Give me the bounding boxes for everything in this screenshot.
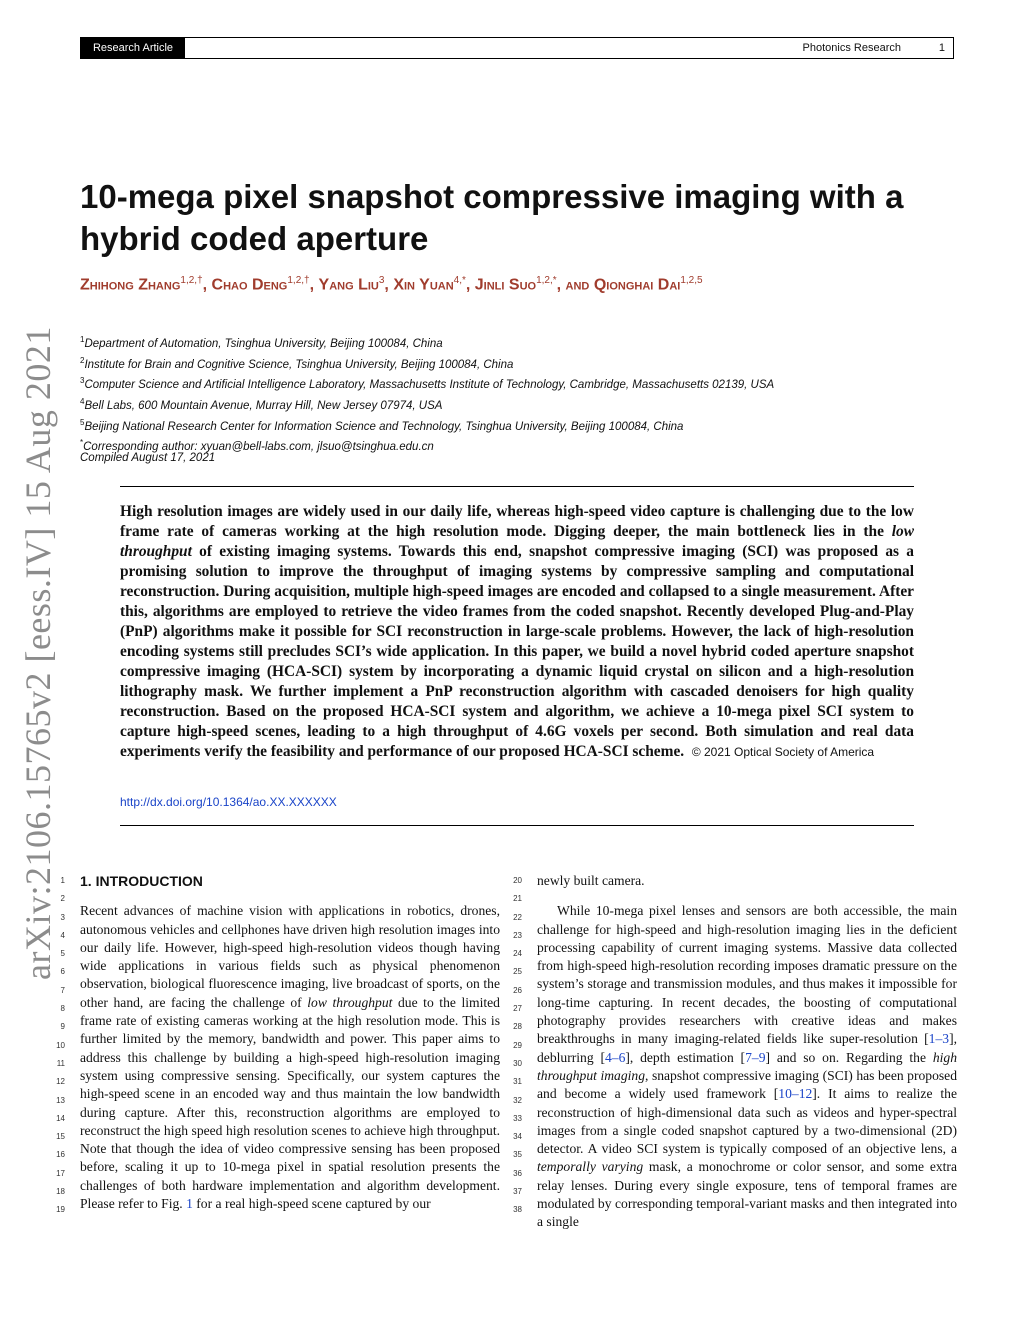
author-separator: , and	[556, 276, 594, 294]
line-number: 8	[60, 1004, 65, 1014]
intro-text: due to the limited frame rate of existing cameras working at the high resolution mode. This is further limited by the memory, bandwidth and power. This paper aims to address this challenge by building a high-speed high-resolution imaging system using compressive sensing. Specifically, our system captures the high-speed scene in an encoded way and thus maintain the low bandwidth during capture. After this, reconstruction algorithms are employed to reconstruct the high speed high resolution scenes to achieve high throughput. Note that though the idea of video compressive sensing has been proposed before, scaling it up to 10-mega pixel in spatial resolution presents the challenges of both hardware implementation and algorithm development. Please refer to Fig.	[80, 994, 500, 1212]
intro-text: mask, a monochrome or color sensor, and some extra relay lenses. During every single exposure, tens of temporal frames are modulated by corresponding temporal-variant masks and then integrated into a single	[537, 1159, 957, 1230]
line-number: 27	[513, 1004, 522, 1014]
line-number: 30	[513, 1058, 522, 1068]
author-affiliation-marks: 1,2,*	[536, 275, 557, 286]
author-name: Qionghai Dai	[593, 276, 681, 294]
author-name: Yang Liu	[318, 276, 379, 294]
author-affiliation-marks: 1,2,†	[180, 275, 203, 286]
citation-link[interactable]: 1–3	[928, 1031, 950, 1047]
intro-paragraph-1	[80, 902, 500, 1213]
affiliation-text: Beijing National Research Center for Information Science and Technology, Tsinghua University, Beijing 100084, China	[84, 420, 684, 433]
intro-text: ]. It aims to realize the reconstruction of high-dimensional data such as videos and hyper-spectral images from a single coded snapshot captured by a two-dimensional (2D) detector. A video SCI system is typically composed of an objective lens, a	[537, 1086, 957, 1157]
abstract-top-rule	[120, 486, 914, 487]
line-number: 33	[513, 1113, 522, 1123]
citation-link[interactable]: 7–9	[745, 1049, 766, 1065]
citation-link[interactable]: 10–12	[778, 1086, 813, 1102]
citation-link[interactable]: 4–6	[604, 1049, 626, 1065]
intro-text: , snapshot compressive imaging (SCI) has been proposed and become a widely used framework [	[537, 1067, 958, 1102]
line-number: 3	[60, 912, 65, 922]
line-number: 22	[513, 912, 522, 922]
line-number: 20	[513, 876, 522, 885]
line-number: 14	[56, 1113, 65, 1123]
section-heading: 1. INTRODUCTION	[80, 873, 203, 889]
line-number: 15	[56, 1132, 65, 1142]
line-number: 36	[513, 1168, 522, 1178]
abstract	[120, 502, 914, 762]
author-separator: ,	[465, 276, 475, 294]
line-number: 34	[513, 1132, 522, 1142]
figure-reference[interactable]: 1	[186, 1196, 193, 1212]
doi-link[interactable]: http://dx.doi.org/10.1364/ao.XX.XXXXXX	[120, 795, 337, 809]
author-affiliation-marks: 4,*	[453, 275, 466, 286]
affiliation-mark: 3	[80, 376, 85, 386]
compiled-date: Compiled August 17, 2021	[80, 452, 216, 464]
line-numbers-right	[504, 872, 522, 1220]
line-number: 19	[56, 1205, 65, 1215]
journal-name: Photonics Research	[802, 42, 901, 54]
intro-emphasis: high throughput imaging	[537, 1049, 957, 1083]
intro-text: Recent advances of machine vision with applications in robotics, drones, autonomous vehicles and cellphones have driven high resolution images into our daily life. However, high-speed high-resolution videos though having wide applications in various fields such as physical phenomenon observation, biological fluorescence imaging, live broadcast of sports, on the other hand, are facing the challenge of	[80, 903, 500, 1010]
affiliation-mark: 4	[80, 396, 85, 406]
author-affiliation-marks: 3	[378, 275, 385, 286]
line-number: 5	[60, 949, 65, 959]
line-number: 6	[60, 967, 65, 977]
article-type-tag: Research Article	[81, 38, 185, 58]
intro-paragraph-1-tail	[537, 872, 957, 890]
arxiv-identifier: arXiv:2106.15765v2 [eess.IV] 15 Aug 2021	[18, 326, 58, 980]
author-name: Jinli Suo	[474, 276, 537, 294]
line-number: 2	[60, 894, 65, 904]
line-number: 16	[56, 1150, 65, 1160]
line-numbers-left	[47, 872, 65, 1220]
affiliation-text: Computer Science and Artificial Intelligence Laboratory, Massachusetts Institute of Technology, Cambridge, Massachusetts 02139, USA	[84, 379, 775, 392]
line-number: 13	[56, 1095, 65, 1105]
line-number: 17	[56, 1168, 65, 1178]
author-separator: ,	[202, 276, 212, 294]
paper-title: 10-mega pixel snapshot compressive imaging with a hybrid coded aperture	[80, 178, 904, 257]
affiliation-item	[80, 353, 950, 374]
line-number: 10	[56, 1040, 65, 1050]
line-number: 38	[513, 1205, 522, 1215]
intro-emphasis: temporally varying	[537, 1159, 644, 1175]
affiliation-item	[80, 415, 950, 436]
abstract-text-1: High resolution images are widely used in our daily life, whereas high-speed video capture is challenging due to the low frame rate of cameras working at the high resolution mode. Digging deeper, the main bottleneck lies in the	[120, 503, 914, 540]
line-number: 24	[513, 949, 522, 959]
affiliation-text: Institute for Brain and Cognitive Science, Tsinghua University, Beijing 100084, China	[84, 358, 514, 371]
intro-text: ] and so on. Regarding the	[765, 1049, 933, 1065]
abstract-emphasis: low throughput	[120, 523, 914, 560]
line-number: 25	[513, 967, 522, 977]
affiliation-text: Department of Automation, Tsinghua University, Beijing 100084, China	[84, 337, 443, 350]
line-number: 18	[56, 1187, 65, 1197]
abstract-bottom-rule	[120, 825, 914, 826]
line-number: 32	[513, 1095, 522, 1105]
author-affiliation-marks: 1,2,†	[287, 275, 310, 286]
line-number: 7	[60, 985, 65, 995]
line-number: 4	[60, 930, 65, 940]
author-separator: ,	[384, 276, 394, 294]
abstract-text-2: of existing imaging systems. Towards this end, snapshot compressive imaging (SCI) was proposed as a promising solution to improve the throughput of imaging systems by compressive sampling and computational reconstruction. During acquisition, multiple high-speed images are encoded and collapsed to a single measurement. After this, algorithms are employed to retrieve the video frames from the coded snapshot. Recently developed Plug-and-Play (PnP) algorithms make it possible for SCI reconstruction in large-scale problems. However, the lack of high-resolution encoding systems still precludes SCI’s wide application. In this paper, we build a novel hybrid coded aperture snapshot compressive imaging (HCA-SCI) system by incorporating a dynamic liquid crystal on silicon and a high-resolution lithography mask. We further implement a PnP reconstruction algorithm with cascaded denoisers for high quality reconstruction. Based on the proposed HCA-SCI system and algorithm, we achieve a 10-mega pixel SCI system to capture high-speed scenes, leading to a high throughput of 4.6G voxels per second. Both simulation and real data experiments verify the feasibility and performance of our proposed HCA-SCI scheme.	[120, 543, 914, 760]
affiliation-item	[80, 332, 950, 353]
running-header	[80, 37, 954, 59]
author-name: Chao Deng	[211, 276, 288, 294]
author-affiliation-marks: 1,2,5	[680, 275, 703, 286]
affiliation-text: Bell Labs, 600 Mountain Avenue, Murray Hill, New Jersey 07974, USA	[84, 399, 443, 412]
line-number: 37	[513, 1187, 522, 1197]
affiliation-mark: *	[80, 438, 84, 448]
line-number: 31	[513, 1077, 522, 1087]
copyright-notice: © 2021 Optical Society of America	[691, 745, 875, 759]
affiliation-item	[80, 394, 950, 415]
affiliation-text: Corresponding author: xyuan@bell-labs.com, jlsuo@tsinghua.edu.cn	[83, 440, 434, 453]
author-separator: ,	[309, 276, 319, 294]
author-list	[80, 270, 950, 296]
line-number: 23	[513, 930, 522, 940]
line-number: 21	[513, 894, 522, 904]
line-number: 29	[513, 1040, 522, 1050]
intro-text: ], depth estimation [	[625, 1049, 746, 1065]
line-number: 26	[513, 985, 522, 995]
intro-text: While 10-mega pixel lenses and sensors are both accessible, the main challenge for high-speed and high-resolution imaging lies in the deficient processing capability of current imaging systems. Massive data collected from high-speed high-resolution recording imposes dramatic pressure on the system’s storage and transmission modules, and thus makes it impossible for long-time capturing. In recent decades, the boosting of computational photography provides researchers with creative ideas and makes breakthroughs in many imaging-related fields like super-resolution [	[537, 903, 957, 1047]
intro-text: ], deblurring [	[537, 1031, 957, 1065]
affiliation-mark: 2	[80, 355, 85, 365]
line-number: 28	[513, 1022, 522, 1032]
line-number: 35	[513, 1150, 522, 1160]
affiliation-list	[80, 332, 950, 456]
line-number: 1	[60, 876, 65, 885]
intro-text: newly built camera.	[537, 873, 645, 888]
body-column-left	[80, 872, 500, 1213]
page-number: 1	[938, 42, 945, 54]
author-name: Xin Yuan	[393, 276, 454, 294]
affiliation-mark: 5	[80, 417, 85, 427]
line-number: 11	[56, 1058, 65, 1068]
author-name: Zhihong Zhang	[80, 276, 181, 294]
intro-emphasis: low throughput	[307, 994, 393, 1010]
affiliation-mark: 1	[80, 335, 85, 344]
affiliation-item	[80, 373, 950, 394]
intro-paragraph-2	[537, 902, 957, 1231]
line-number: 9	[60, 1022, 65, 1032]
intro-text-continued: for a real high-speed scene captured by our	[192, 1196, 431, 1212]
body-column-right	[537, 872, 957, 1232]
line-number: 12	[56, 1077, 65, 1087]
